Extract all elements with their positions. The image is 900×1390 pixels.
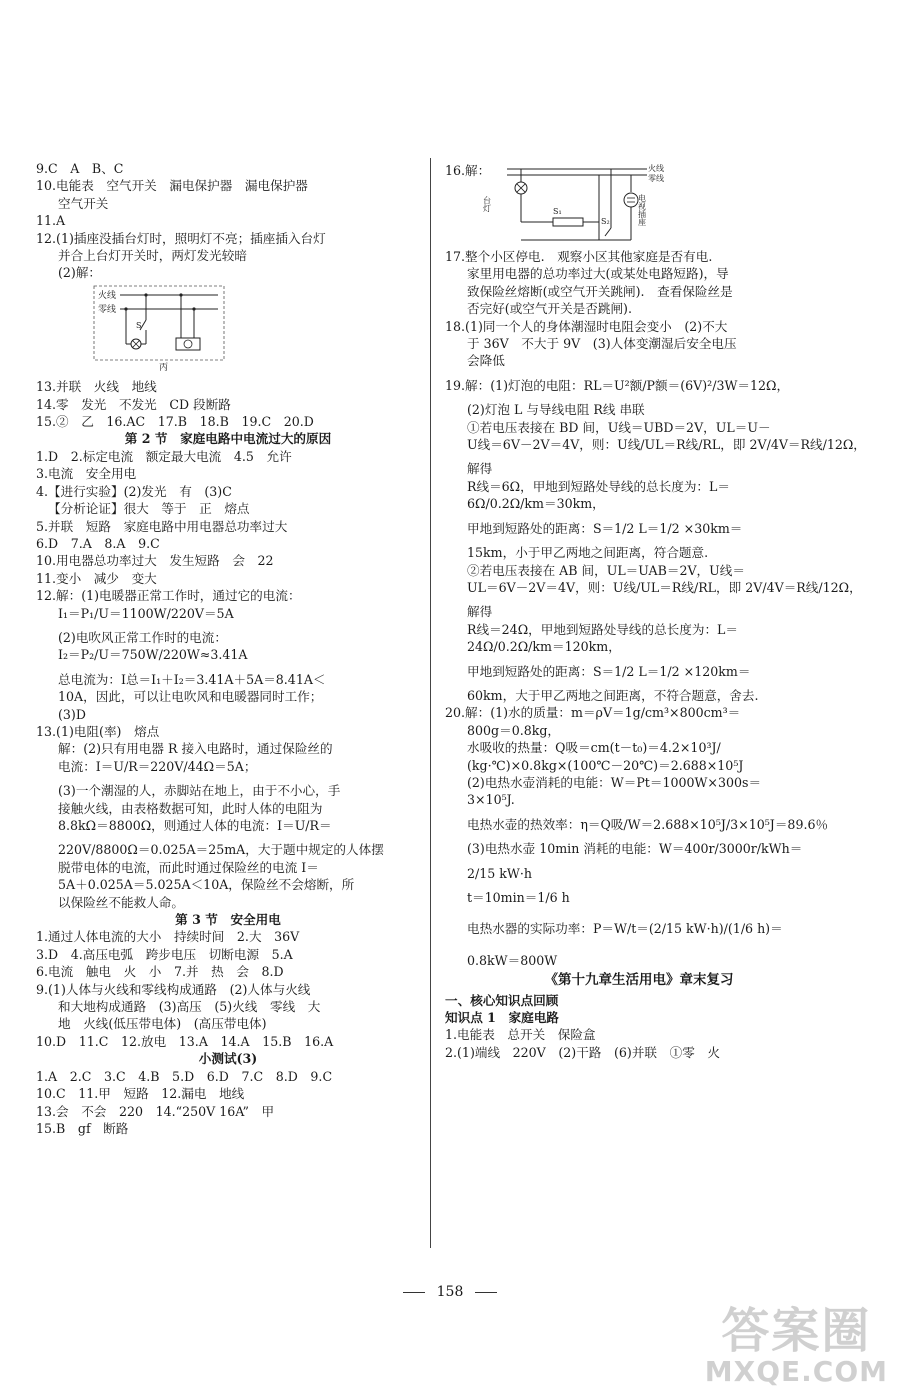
switch-s2-label: S₂ (601, 217, 610, 226)
answer-line: 3.电流 安全用电 (36, 466, 137, 482)
answer-line: 电热水壶的热效率：η＝Q吸/W＝2.688×10⁵J/3×10⁵J＝89.6％ (467, 816, 829, 832)
answer-line: 空气开关 (58, 195, 109, 211)
answer-line: 家里用电器的总功率过大(或某处电路短路)，导 (467, 266, 729, 282)
spacer (445, 913, 833, 920)
answer-line: 甲地到短路处的距离：S＝1/2 L＝1/2 ×120km＝ (467, 663, 751, 679)
live-wire-label: 火线 (98, 290, 117, 301)
spacer (36, 622, 420, 629)
page-number-text: 158 (436, 1284, 464, 1300)
answer-line: I₂＝P₂/U＝750W/220W≈3.41A (58, 647, 248, 663)
answer-line: 接触火线，由表格数据可知，此时人体的电阻为 (58, 800, 323, 816)
spacer (445, 596, 833, 603)
answer-line: 和大地构成通路 (3)高压 (5)火线 零线 大 (58, 999, 321, 1015)
right-column (445, 160, 866, 1061)
answer-line: 否完好(或空气开关是否跳闸). (467, 301, 632, 317)
answer-line: 第 2 节 家庭电路中电流过大的原因 (124, 431, 332, 447)
answer-line: 6.电流 触电 火 小 7.并 热 会 8.D (36, 964, 284, 980)
answer-line: 解得 (467, 604, 493, 620)
answer-line: 12.(1)插座没插台灯时，照明灯不亮；插座插入台灯 (36, 230, 326, 246)
answer-line: 6Ω/0.2Ω/km＝30km， (467, 496, 605, 512)
spacer (445, 370, 833, 377)
answer-line: (3)电热水壶 10min 消耗的电能：W＝400r/3000r/kWh＝ (467, 841, 803, 857)
answer-line: 20.解：(1)水的质量：m＝ρV＝1g/cm³×800cm³＝ (445, 705, 741, 721)
circuit-diagram-left (36, 284, 420, 376)
answer-line: 3×10⁵J. (467, 792, 515, 808)
answer-line: t＝10min＝1/6 h (467, 890, 570, 905)
answer-line: I₁＝P₁/U＝1100W/220V＝5A (58, 605, 234, 621)
answer-line: 甲地到短路处的距离：S＝1/2 L＝1/2 ×30km＝ (467, 520, 743, 536)
answer-line: 6.D 7.A 8.A 9.C (36, 535, 160, 551)
spacer (36, 775, 420, 782)
answer-line: 9.(1)人体与火线和零线构成通路 (2)人体与火线 (36, 981, 311, 997)
watermark-top: 答案圈 (721, 1303, 872, 1359)
answer-line: (2)电热水壶消耗的电能：W＝Pt＝1000W×300s＝ (467, 774, 762, 790)
switch-s1-label: S₁ (553, 207, 562, 216)
answer-line: 800g＝0.8kg， (467, 722, 561, 738)
answer-line: 知识点 1 家庭电路 (445, 1010, 559, 1026)
figure-caption: 丙 (159, 362, 169, 373)
answer-line: 电流：I＝U/R＝220V/44Ω＝5A； (58, 758, 257, 774)
answer-line: 13.并联 火线 地线 (36, 379, 157, 395)
answer-line: 以保险丝不能救人命。 (58, 894, 184, 910)
answer-line: 脱带电体的电流，而此时通过保险丝的电流 I＝ (58, 859, 319, 875)
answer-line: (kg·℃)×0.8kg×(100℃－20℃)＝2.688×10⁵J (467, 757, 744, 773)
answer-line: 15km，小于甲乙两地之间距离，符合题意. (467, 545, 709, 561)
spacer (445, 656, 833, 663)
neutral-wire-label: 零线 (98, 304, 117, 315)
answer-line: 第 3 节 安全用电 (175, 912, 281, 928)
spacer (445, 680, 833, 687)
live-wire-label: 火线 (648, 164, 664, 173)
answer-line: (2)电吹风正常工作时的电流： (58, 629, 227, 645)
answer-line: 电热水器的实际功率：P＝W/t＝(2/15 kW·h)/(1/6 h)＝ (467, 921, 783, 937)
answer-line: 13.(1)电阻(率) 熔点 (36, 723, 160, 739)
spacer (36, 834, 420, 841)
answer-line: (2)解： (58, 265, 102, 281)
answer-line: 15.② 乙 16.AC 17.B 18.B 19.C 20.D (36, 414, 314, 430)
answer-line: 17.整个小区停电. 观察小区其他家庭是否有电. (445, 249, 713, 264)
answer-line: 11.变小 减少 变大 (36, 570, 157, 586)
answer-line: 10.电能表 空气开关 漏电保护器 漏电保护器 (36, 178, 308, 194)
watermark-logo (705, 1305, 888, 1387)
answer-line: 5A＋0.025A＝5.025A＜10A，保险丝不会熔断，所 (58, 877, 355, 893)
answer-line: 5.并联 短路 家庭电路中用电器总功率过大 (36, 518, 288, 534)
spacer (445, 938, 833, 945)
answer-line: 220V/8800Ω＝0.025A＝25mA，大于题中规定的人体摆 (58, 842, 384, 858)
answer-line: (2)灯泡 L 与导线电阻 R线 串联 (467, 402, 645, 418)
answer-line: R线＝6Ω，甲地到短路处导线的总长度为：L＝ (467, 478, 730, 494)
answer-line: 24Ω/0.2Ω/km＝120km， (467, 639, 621, 655)
switch-label: S (136, 320, 142, 330)
answer-line: 11.A (36, 213, 66, 229)
neutral-wire-label: 零线 (648, 174, 664, 183)
spacer (445, 833, 833, 840)
spacer (445, 809, 833, 816)
answer-line: 3.D 4.高压电弧 跨步电压 切断电源 5.A (36, 946, 293, 962)
answer-line: 总电流为：I总＝I₁＋I₂＝3.41A＋5A＝8.41A＜ (58, 671, 326, 687)
answer-line: 60km，大于甲乙两地之间距离，不符合题意，舍去. (467, 687, 759, 703)
answer-line: (3)D (58, 706, 86, 722)
spacer (445, 906, 833, 913)
answer-line: 4.【进行实验】(2)发光 有 (3)C (36, 483, 232, 499)
answer-line: 解得 (467, 461, 493, 477)
answer-line: 解：(2)只有用电器 R 接入电路时，通过保险丝的 (58, 741, 333, 757)
answer-line: 1.A 2.C 3.C 4.B 5.D 6.D 7.C 8.D 9.C (36, 1068, 333, 1084)
answer-line: 致保险丝熔断(或空气开关跳闸). 查看保险丝是 (467, 283, 733, 299)
answer-line: 1.电能表 总开关 保险盒 (445, 1027, 596, 1043)
watermark-bottom: MXQE.COM (704, 1355, 888, 1388)
question-16-label: 16.解： (445, 163, 491, 178)
answer-line: 14.零 发光 不发光 CD 段断路 (36, 396, 231, 412)
answer-line: 并合上台灯开关时，两灯发光较暗 (58, 248, 247, 264)
answer-line: U线＝6V－2V＝4V，则：U线/UL＝R线/RL，即 2V/4V＝R线/12Ω， (467, 437, 866, 453)
answer-line: 10.用电器总功率过大 发生短路 会 22 (36, 553, 274, 569)
answer-line: 1.通过人体电流的大小 持续时间 2.大 36V (36, 929, 300, 945)
page-number (0, 1284, 900, 1300)
answer-line: 15.B gf 断路 (36, 1120, 129, 1136)
answer-line: 19.解：(1)灯泡的电阻：RL＝U²额/P额＝(6V)²/3W＝12Ω， (445, 377, 790, 393)
answer-line: 13.会 不会 220 14.“250V 16A” 甲 (36, 1103, 275, 1119)
answer-line: 会降低 (467, 353, 505, 369)
answer-line: 1.D 2.标定电流 额定最大电流 4.5 允许 (36, 448, 292, 464)
answer-line: R线＝24Ω，甲地到短路处导线的总长度为：L＝ (467, 621, 738, 637)
answer-line: 10A，因此，可以让电吹风和电暖器同时工作； (58, 689, 323, 705)
answer-line: 10.C 11.甲 短路 12.漏电 地线 (36, 1086, 245, 1102)
spacer (445, 858, 833, 865)
answer-line: 地 火线(低压带电体) (高压带电体) (58, 1016, 267, 1032)
answer-line: 12.解：(1)电暖器正常工作时，通过它的电流： (36, 588, 301, 604)
lamp-label: 台灯 (482, 196, 492, 212)
spacer (445, 394, 833, 401)
answer-line: 9.C A B、C (36, 161, 124, 176)
answer-line: 18.(1)同一个人的身体潮湿时电阻会变小 (2)不大 (445, 318, 728, 334)
answer-line: 小测试(3) (198, 1051, 258, 1067)
answer-line: 8.8kΩ＝8800Ω，则通过人体的电流：I＝U/R＝ (58, 818, 332, 833)
answer-line: 《第十九章生活用电》章末复习 (544, 972, 734, 989)
answer-line: 一、核心知识点回顾 (445, 992, 559, 1008)
answer-line: ①若电压表接在 BD 间，U线＝UBD＝2V，UL＝U－ (467, 419, 771, 435)
spacer (445, 882, 833, 889)
answer-line: ②若电压表接在 AB 间，UL＝UAB＝2V，U线＝ (467, 562, 745, 578)
circuit-diagram-right (445, 162, 833, 246)
answer-line: 10.D 11.C 12.放电 13.A 14.A 15.B 16.A (36, 1033, 334, 1049)
answer-line: UL＝6V－2V＝4V，则：U线/UL＝R线/RL，即 2V/4V＝R线/12Ω， (467, 579, 862, 595)
answer-line: 水吸收的热量：Q吸＝cm(t－t₀)＝4.2×10³J/ (467, 740, 721, 756)
spacer (445, 513, 833, 520)
column-divider (430, 158, 431, 1248)
answer-line: 0.8kW＝800W (467, 952, 558, 968)
answer-line: 2/15 kW·h (467, 865, 532, 881)
answer-line: 2.(1)端线 220V (2)干路 (6)并联 ①零 火 (445, 1044, 720, 1060)
tv-socket-label: 电视插座 (637, 194, 647, 226)
spacer (445, 453, 833, 460)
left-column (36, 160, 420, 1137)
answer-line: 于 36V 不大于 9V (3)人体变潮湿后安全电压 (467, 336, 737, 352)
spacer (445, 945, 833, 952)
answer-line: 【分析论证】很大 等于 正 熔点 (48, 501, 250, 517)
spacer (445, 537, 833, 544)
answer-line: (3)一个潮湿的人，赤脚站在地上，由于不小心，手 (58, 783, 341, 799)
spacer (36, 664, 420, 671)
